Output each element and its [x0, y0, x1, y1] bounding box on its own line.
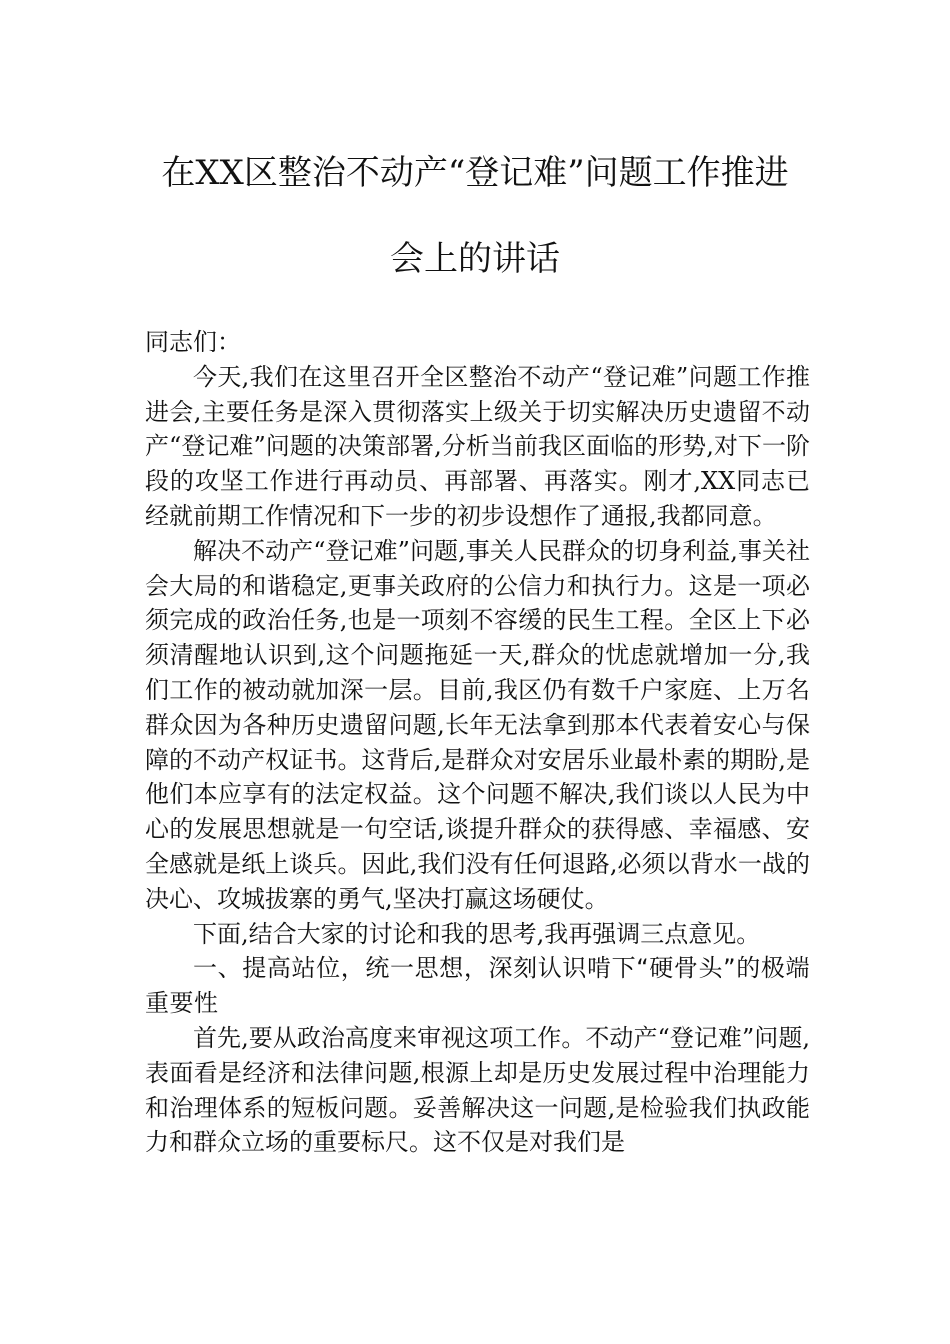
section-heading-1: 一、提高站位，统一思想，深刻认识啃下“硬骨头”的极端重要性	[145, 954, 810, 1018]
salutation: 同志们：	[145, 328, 241, 356]
document-title	[120, 130, 830, 302]
paragraph-1: 今天,我们在这里召开全区整治不动产“登记难”问题工作推进会,主要任务是深入贯彻落实上级关于切实解决历史遗留不动产“登记难”问题的决策部署,分析当前我区面临的形势,对下一阶段的攻坚工作进行再动员、再部署、再落实。刚才,XX同志已经就前期工作情况和下一步的初步设想作了通报,我都同意。	[145, 362, 810, 530]
paragraph-4: 首先,要从政治高度来审视这项工作。不动产“登记难”问题,表面看是经济和法律问题,根源上却是历史发展过程中治理能力和治理体系的短板问题。妥善解决这一问题,是检验我们执政能力和群众立场的重要标尺。这不仅是对我们是	[145, 1023, 810, 1157]
paragraph-2: 解决不动产“登记难”问题,事关人民群众的切身利益,事关社会大局的和谐稳定,更事关政府的公信力和执行力。这是一项必须完成的政治任务,也是一项刻不容缓的民生工程。全区上下必须清醒地认识到,这个问题拖延一天,群众的忧虑就增加一分,我们工作的被动就加深一层。目前,我区仍有数千户家庭、上万名群众因为各种历史遗留问题,长年无法拿到那本代表着安心与保障的不动产权证书。这背后,是群众对安居乐业最朴素的期盼,是他们本应享有的法定权益。这个问题不解决,我们谈以人民为中心的发展思想就是一句空话,谈提升群众的获得感、幸福感、安全感就是纸上谈兵。因此,我们没有任何退路,必须以背水一战的决心、攻城拔寨的勇气,坚决打赢这场硬仗。	[145, 536, 810, 913]
paragraph-3: 下面,结合大家的讨论和我的思考,我再强调三点意见。	[193, 919, 761, 948]
document-body	[145, 325, 810, 1160]
title-line-2: 会上的讲话	[390, 239, 560, 279]
title-line-1: 在XX区整治不动产“登记难”问题工作推进	[161, 153, 789, 193]
